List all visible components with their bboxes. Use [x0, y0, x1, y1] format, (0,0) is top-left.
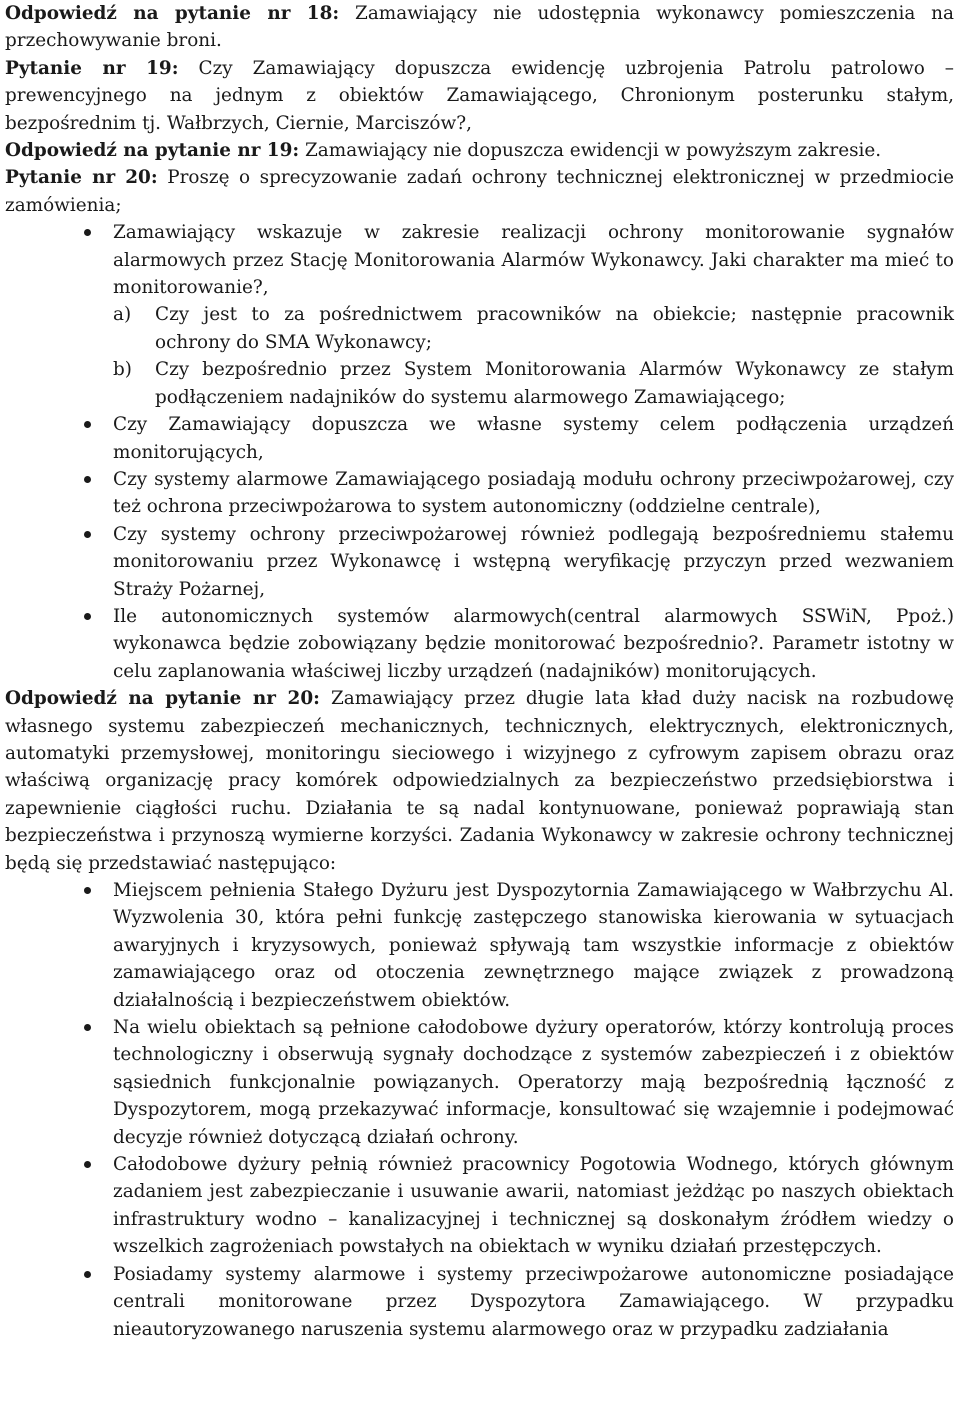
answer-18	[5, 0, 954, 55]
question-20-sublist	[5, 301, 954, 411]
sublist-text: Czy bezpośrednio przez System Monitorowania Alarmów Wykonawcy ze stałym podłączeniem nadajników do systemu alarmowego Zamawiającego;	[155, 359, 954, 408]
sublist-label: a)	[113, 304, 132, 326]
question-19-label: Pytanie nr 19:	[5, 57, 179, 79]
question-20-label: Pytanie nr 20:	[5, 167, 158, 189]
list-item-text: Posiadamy systemy alarmowe i systemy przeciwpożarowe autonomiczne posiadające centrali monitorowane przez Dyspozytora Zamawiającego. W przypadku nieautoryzowanego naruszenia systemu alarmowego oraz w przypadku zadziałania	[113, 1263, 954, 1340]
list-item	[5, 1151, 954, 1261]
list-item-text: Czy systemy alarmowe Zamawiającego posiadają modułu ochrony przeciwpożarowej, czy też ochrona przeciwpożarowa to system autonomiczny (oddzielne centrale),	[113, 468, 954, 518]
answer-20	[5, 685, 954, 877]
question-20	[5, 164, 954, 219]
answer-20-label: Odpowiedź na pytanie nr 20:	[5, 688, 320, 710]
list-item-text: Czy Zamawiający dopuszcza we własne systemy celem podłączenia urządzeń monitorujących,	[113, 414, 954, 463]
question-19	[5, 55, 954, 137]
list-item-text: Miejscem pełnienia Stałego Dyżuru jest Dyspozytornia Zamawiającego w Wałbrzychu Al. Wyzwolenia 30, która pełni funkcję zastępczego stanowiska kierowania w sytuacjach awaryjnych i kryzysowych, ponieważ spływają tam wszystkie informacje z obiektów zamawiającego oraz od otoczenia zewnętrznego mające związek z prowadzoną działalnością i bezpieczeństwem obiektów.	[113, 880, 954, 1011]
answer-18-label: Odpowiedź na pytanie nr 18:	[5, 3, 340, 24]
list-item-text: Całodobowe dyżury pełnią również pracownicy Pogotowia Wodnego, których głównym zadaniem jest zabezpieczanie i usuwanie awarii, natomiast jeżdżąc po naszych obiektach infrastruktury wodno – kanalizacyjnej i technicznej są doskonałym źródłem wiedzy o wszelkich zagrożeniach powstałych na obiektach w wyniku działań przestępczych.	[113, 1154, 954, 1258]
list-item	[5, 466, 954, 521]
sublist-text: Czy jest to za pośrednictwem pracowników na obiekcie; następnie pracownik ochrony do SMA Wykonawcy;	[155, 304, 954, 353]
list-item	[5, 1261, 954, 1343]
question-20-text: Proszę o sprecyzowanie zadań ochrony technicznej elektronicznej w przedmiocie zamówienia;	[5, 167, 955, 216]
list-item	[5, 521, 954, 603]
question-20-list-cont	[5, 411, 954, 685]
sublist-item-b	[113, 356, 954, 411]
list-item	[5, 1014, 954, 1151]
list-item-text: Czy systemy ochrony przeciwpożarowej również podlegają bezpośredniemu stałemu monitorowaniu przez Wykonawcę i wstępną weryfikację przyczyn przed wezwaniem Straży Pożarnej,	[113, 523, 954, 600]
answer-19-text: Zamawiający nie dopuszcza ewidencji w powyższym zakresie.	[299, 140, 882, 162]
list-item-text: Na wielu obiektach są pełnione całodobowe dyżury operatorów, którzy kontrolują proces technologiczny i obserwują sygnały dochodzące z systemów zabezpieczeń i z obiektów sąsiednich funkcjonalnie powiązanych. Operatorzy mają bezpośrednią łączność z Dyspozytorem, mogą przekazywać informacje, konsultować się wzajemnie i podejmować decyzje również dotyczącą działań ochrony.	[113, 1017, 954, 1148]
answer-18-text: Zamawiający nie udostępnia wykonawcy pomieszczenia na przechowywanie broni.	[5, 3, 954, 52]
answer-20-list	[5, 877, 954, 1343]
list-item-text: Zamawiający wskazuje w zakresie realizacji ochrony monitorowanie sygnałów alarmowych przez Stację Monitorowania Alarmów Wykonawcy. Jaki charakter ma mieć to monitorowanie?,	[113, 222, 954, 299]
sublist-item-a	[113, 301, 954, 356]
list-item	[5, 219, 954, 301]
answer-20-text: Zamawiający przez długie lata kład duży nacisk na rozbudowę własnego systemu zabezpieczeń mechanicznych, technicznych, elektrycznych, elektronicznych, automatyki przemysłowej, monitoringu sieciowego i wizyjnego z cyfrowym zapisem obrazu oraz właściwą organizację pracy komórek odpowiedzialnych za bezpieczeństwo przedsiębiorstwa i zapewnienie ciągłości ruchu. Działania te są nadal kontynuowane, ponieważ poprawiają stan bezpieczeństwa i przynoszą wymierne korzyści. Zadania Wykonawcy w zakresie ochrony technicznej będą się przedstawiać następująco:	[5, 688, 954, 874]
sublist-label: b)	[113, 359, 132, 381]
list-item	[5, 603, 954, 685]
question-19-text: Czy Zamawiający dopuszcza ewidencję uzbrojenia Patrolu patrolowo – prewencyjnego na jednym z obiektów Zamawiającego, Chronionym posterunku stałym, bezpośrednim tj. Wałbrzych, Ciernie, Marciszów?,	[5, 57, 954, 134]
question-20-list	[5, 219, 954, 301]
list-item-text: Ile autonomicznych systemów alarmowych(central alarmowych SSWiN, Ppoż.) wykonawca będzie zobowiązany będzie monitorować bezpośrednio?. Parametr istotny w celu zaplanowania właściwej liczby urządzeń (nadajników) monitorujących.	[113, 605, 954, 682]
list-item	[5, 411, 954, 466]
list-item	[5, 877, 954, 1014]
answer-19-label: Odpowiedź na pytanie nr 19:	[5, 140, 300, 162]
answer-19	[5, 137, 954, 164]
